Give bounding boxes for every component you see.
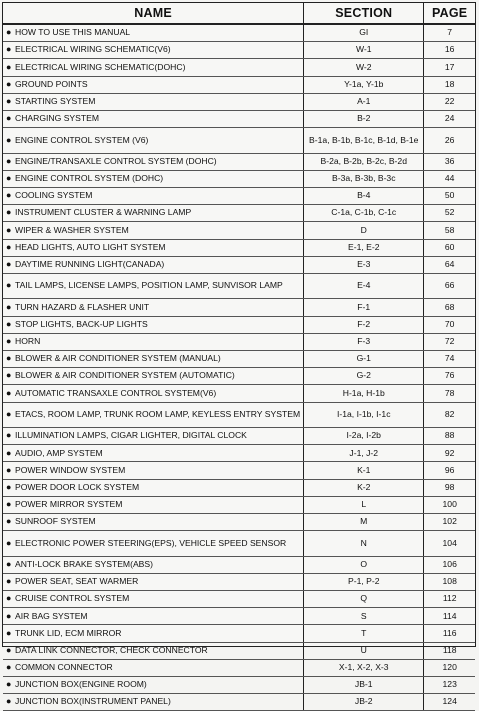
row-name: AIR BAG SYSTEM <box>15 610 88 621</box>
row-name-cell <box>3 428 304 445</box>
bullet-icon: ● <box>6 27 12 38</box>
row-section: H-1a, H-1b <box>304 385 424 402</box>
bullet-icon: ● <box>6 155 12 166</box>
row-page: 106 <box>424 556 475 573</box>
table-row <box>3 479 475 496</box>
table-row <box>3 110 475 127</box>
bullet-icon: ● <box>6 207 12 218</box>
row-page: 22 <box>424 93 475 110</box>
row-section: W-1 <box>304 42 424 59</box>
row-name-cell <box>3 368 304 385</box>
table-row <box>3 333 475 350</box>
row-name: AUTOMATIC TRANSAXLE CONTROL SYSTEM(V6) <box>15 387 217 398</box>
row-page: 100 <box>424 496 475 513</box>
row-name: HOW TO USE THIS MANUAL <box>15 27 131 38</box>
bullet-icon: ● <box>6 610 12 621</box>
table-row <box>3 299 475 316</box>
row-section: I-2a, I-2b <box>304 428 424 445</box>
table-row <box>3 128 475 154</box>
row-page: 120 <box>424 659 475 676</box>
row-section: E-4 <box>304 273 424 299</box>
row-page: 123 <box>424 677 475 694</box>
table-row <box>3 93 475 110</box>
row-section: GI <box>304 24 424 42</box>
row-page: 70 <box>424 316 475 333</box>
row-section: D <box>304 222 424 239</box>
table-row <box>3 694 475 711</box>
row-section: K-2 <box>304 479 424 496</box>
row-name-cell <box>3 93 304 110</box>
row-name: STOP LIGHTS, BACK-UP LIGHTS <box>15 318 148 329</box>
row-name-cell <box>3 385 304 402</box>
table-row <box>3 573 475 590</box>
row-page: 58 <box>424 222 475 239</box>
row-section: B-3a, B-3b, B-3c <box>304 170 424 187</box>
table-row <box>3 76 475 93</box>
row-name: ANTI-LOCK BRAKE SYSTEM(ABS) <box>15 558 154 569</box>
row-name-cell <box>3 514 304 531</box>
table-row <box>3 368 475 385</box>
table-row <box>3 531 475 557</box>
row-name-cell <box>3 110 304 127</box>
bullet-icon: ● <box>6 318 12 329</box>
row-page: 118 <box>424 642 475 659</box>
table-row <box>3 677 475 694</box>
row-name: HORN <box>15 336 41 347</box>
table-row <box>3 496 475 513</box>
row-name-cell <box>3 591 304 608</box>
table-row <box>3 222 475 239</box>
table-row <box>3 556 475 573</box>
bullet-icon: ● <box>6 280 12 291</box>
row-section: O <box>304 556 424 573</box>
row-section: P-1, P-2 <box>304 573 424 590</box>
header-section: SECTION <box>304 3 424 24</box>
table-row <box>3 514 475 531</box>
row-name: STARTING SYSTEM <box>15 96 96 107</box>
row-page: 52 <box>424 205 475 222</box>
table-row <box>3 659 475 676</box>
row-section: Y-1a, Y-1b <box>304 76 424 93</box>
header-name: NAME <box>3 3 304 24</box>
bullet-icon: ● <box>6 301 12 312</box>
row-page: 7 <box>424 24 475 42</box>
bullet-icon: ● <box>6 464 12 475</box>
row-section: G-2 <box>304 368 424 385</box>
row-page: 74 <box>424 351 475 368</box>
row-name-cell <box>3 333 304 350</box>
row-section: F-1 <box>304 299 424 316</box>
row-page: 96 <box>424 462 475 479</box>
row-name-cell <box>3 479 304 496</box>
row-name: CRUISE CONTROL SYSTEM <box>15 593 130 604</box>
table-row <box>3 153 475 170</box>
bullet-icon: ● <box>6 447 12 458</box>
row-section: A-1 <box>304 93 424 110</box>
row-section: L <box>304 496 424 513</box>
row-section: M <box>304 514 424 531</box>
row-section: B-4 <box>304 188 424 205</box>
row-page: 36 <box>424 153 475 170</box>
row-name-cell <box>3 76 304 93</box>
row-name-cell <box>3 496 304 513</box>
row-section: JB-2 <box>304 694 424 711</box>
row-section: N <box>304 531 424 557</box>
row-section: W-2 <box>304 59 424 76</box>
row-name-cell <box>3 188 304 205</box>
row-section: Q <box>304 591 424 608</box>
bullet-icon: ● <box>6 387 12 398</box>
row-page: 60 <box>424 239 475 256</box>
bullet-icon: ● <box>6 679 12 690</box>
row-name: ILLUMINATION LAMPS, CIGAR LIGHTER, DIGITAL CLOCK <box>15 430 247 441</box>
table-row <box>3 642 475 659</box>
row-name: BLOWER & AIR CONDITIONER SYSTEM (AUTOMATIC) <box>15 370 235 381</box>
row-name-cell <box>3 316 304 333</box>
row-page: 108 <box>424 573 475 590</box>
bullet-icon: ● <box>6 576 12 587</box>
row-page: 114 <box>424 608 475 625</box>
row-page: 66 <box>424 273 475 299</box>
row-name: POWER DOOR LOCK SYSTEM <box>15 481 140 492</box>
table-row <box>3 316 475 333</box>
row-name: TURN HAZARD & FLASHER UNIT <box>15 301 150 312</box>
row-section: K-1 <box>304 462 424 479</box>
bullet-icon: ● <box>6 61 12 72</box>
row-name-cell <box>3 170 304 187</box>
index-sheet <box>2 2 476 707</box>
row-name-cell <box>3 642 304 659</box>
row-name-cell <box>3 273 304 299</box>
bullet-icon: ● <box>6 558 12 569</box>
table-row <box>3 256 475 273</box>
row-page: 88 <box>424 428 475 445</box>
table-row <box>3 188 475 205</box>
row-section: S <box>304 608 424 625</box>
row-section: G-1 <box>304 351 424 368</box>
table-row <box>3 385 475 402</box>
row-name: ELECTRONIC POWER STEERING(EPS), VEHICLE SPEED SENSOR <box>15 537 287 548</box>
row-page: 72 <box>424 333 475 350</box>
row-name: BLOWER & AIR CONDITIONER SYSTEM (MANUAL) <box>15 353 221 364</box>
row-name-cell <box>3 128 304 154</box>
table-row <box>3 462 475 479</box>
row-name: INSTRUMENT CLUSTER & WARNING LAMP <box>15 207 192 218</box>
row-name-cell <box>3 222 304 239</box>
row-page: 16 <box>424 42 475 59</box>
row-name-cell <box>3 556 304 573</box>
row-name: JUNCTION BOX(ENGINE ROOM) <box>15 679 147 690</box>
row-name: ETACS, ROOM LAMP, TRUNK ROOM LAMP, KEYLESS ENTRY SYSTEM <box>15 409 301 420</box>
row-section: F-2 <box>304 316 424 333</box>
row-name: ENGINE CONTROL SYSTEM (DOHC) <box>15 173 164 184</box>
row-name: GROUND POINTS <box>15 78 88 89</box>
row-name: ENGINE CONTROL SYSTEM (V6) <box>15 134 149 145</box>
row-name: POWER SEAT, SEAT WARMER <box>15 576 139 587</box>
bullet-icon: ● <box>6 44 12 55</box>
bullet-icon: ● <box>6 537 12 548</box>
table-row <box>3 445 475 462</box>
row-page: 102 <box>424 514 475 531</box>
table-row <box>3 170 475 187</box>
row-name-cell <box>3 531 304 557</box>
table-row <box>3 591 475 608</box>
bullet-icon: ● <box>6 259 12 270</box>
row-page: 18 <box>424 76 475 93</box>
table-row <box>3 402 475 428</box>
row-section: I-1a, I-1b, I-1c <box>304 402 424 428</box>
row-page: 44 <box>424 170 475 187</box>
row-name: COOLING SYSTEM <box>15 190 93 201</box>
row-page: 116 <box>424 625 475 642</box>
row-section: C-1a, C-1b, C-1c <box>304 205 424 222</box>
row-page: 24 <box>424 110 475 127</box>
row-name-cell <box>3 351 304 368</box>
bullet-icon: ● <box>6 644 12 655</box>
table-row <box>3 59 475 76</box>
row-page: 26 <box>424 128 475 154</box>
table-row <box>3 428 475 445</box>
row-name: SUNROOF SYSTEM <box>15 516 96 527</box>
row-page: 64 <box>424 256 475 273</box>
bullet-icon: ● <box>6 627 12 638</box>
row-name: TAIL LAMPS, LICENSE LAMPS, POSITION LAMP, SUNVISOR LAMP <box>15 280 283 291</box>
row-name-cell <box>3 24 304 42</box>
bullet-icon: ● <box>6 430 12 441</box>
bullet-icon: ● <box>6 113 12 124</box>
row-page: 112 <box>424 591 475 608</box>
table-row <box>3 608 475 625</box>
bullet-icon: ● <box>6 696 12 707</box>
bullet-icon: ● <box>6 173 12 184</box>
table-row <box>3 239 475 256</box>
row-page: 68 <box>424 299 475 316</box>
row-section: X-1, X-2, X-3 <box>304 659 424 676</box>
row-name: JUNCTION BOX(INSTRUMENT PANEL) <box>15 696 171 707</box>
bullet-icon: ● <box>6 96 12 107</box>
row-name-cell <box>3 239 304 256</box>
bullet-icon: ● <box>6 336 12 347</box>
row-section: U <box>304 642 424 659</box>
row-name-cell <box>3 299 304 316</box>
row-name-cell <box>3 677 304 694</box>
row-section: J-1, J-2 <box>304 445 424 462</box>
row-page: 104 <box>424 531 475 557</box>
row-name-cell <box>3 402 304 428</box>
row-page: 17 <box>424 59 475 76</box>
row-name: TRUNK LID, ECM MIRROR <box>15 627 122 638</box>
bullet-icon: ● <box>6 516 12 527</box>
bullet-icon: ● <box>6 370 12 381</box>
row-name-cell <box>3 659 304 676</box>
bullet-icon: ● <box>6 481 12 492</box>
row-page: 76 <box>424 368 475 385</box>
row-name: ELECTRICAL WIRING SCHEMATIC(DOHC) <box>15 61 186 72</box>
table-row <box>3 625 475 642</box>
header-page: PAGE <box>424 3 475 24</box>
row-name: POWER MIRROR SYSTEM <box>15 499 123 510</box>
row-section: JB-1 <box>304 677 424 694</box>
row-name: WIPER & WASHER SYSTEM <box>15 224 129 235</box>
row-name-cell <box>3 205 304 222</box>
table-row <box>3 273 475 299</box>
bullet-icon: ● <box>6 353 12 364</box>
bullet-icon: ● <box>6 224 12 235</box>
bullet-icon: ● <box>6 662 12 673</box>
table-row <box>3 351 475 368</box>
bullet-icon: ● <box>6 499 12 510</box>
row-name: HEAD LIGHTS, AUTO LIGHT SYSTEM <box>15 241 166 252</box>
row-name-cell <box>3 625 304 642</box>
row-name-cell <box>3 608 304 625</box>
bullet-icon: ● <box>6 409 12 420</box>
row-section: B-2a, B-2b, B-2c, B-2d <box>304 153 424 170</box>
row-section: T <box>304 625 424 642</box>
row-name-cell <box>3 694 304 711</box>
row-name-cell <box>3 462 304 479</box>
bullet-icon: ● <box>6 190 12 201</box>
row-name: ELECTRICAL WIRING SCHEMATIC(V6) <box>15 44 171 55</box>
row-name-cell <box>3 42 304 59</box>
bullet-icon: ● <box>6 78 12 89</box>
row-name: ENGINE/TRANSAXLE CONTROL SYSTEM (DOHC) <box>15 155 217 166</box>
row-page: 98 <box>424 479 475 496</box>
row-section: E-1, E-2 <box>304 239 424 256</box>
contents-table <box>3 3 475 711</box>
row-name: DATA LINK CONNECTOR, CHECK CONNECTOR <box>15 644 208 655</box>
row-name: DAYTIME RUNNING LIGHT(CANADA) <box>15 259 165 270</box>
row-name-cell <box>3 153 304 170</box>
row-page: 92 <box>424 445 475 462</box>
bullet-icon: ● <box>6 241 12 252</box>
row-name-cell <box>3 445 304 462</box>
table-row <box>3 205 475 222</box>
row-name-cell <box>3 59 304 76</box>
row-page: 124 <box>424 694 475 711</box>
header-row <box>3 3 475 24</box>
row-name: AUDIO, AMP SYSTEM <box>15 447 103 458</box>
row-page: 78 <box>424 385 475 402</box>
row-section: E-3 <box>304 256 424 273</box>
table-row <box>3 42 475 59</box>
table-row <box>3 24 475 42</box>
row-name: POWER WINDOW SYSTEM <box>15 464 126 475</box>
row-name-cell <box>3 256 304 273</box>
row-section: B-2 <box>304 110 424 127</box>
row-section: F-3 <box>304 333 424 350</box>
row-name-cell <box>3 573 304 590</box>
bullet-icon: ● <box>6 134 12 145</box>
bullet-icon: ● <box>6 593 12 604</box>
row-section: B-1a, B-1b, B-1c, B-1d, B-1e <box>304 128 424 154</box>
row-page: 82 <box>424 402 475 428</box>
row-page: 50 <box>424 188 475 205</box>
row-name: COMMON CONNECTOR <box>15 662 113 673</box>
row-name: CHARGING SYSTEM <box>15 113 100 124</box>
